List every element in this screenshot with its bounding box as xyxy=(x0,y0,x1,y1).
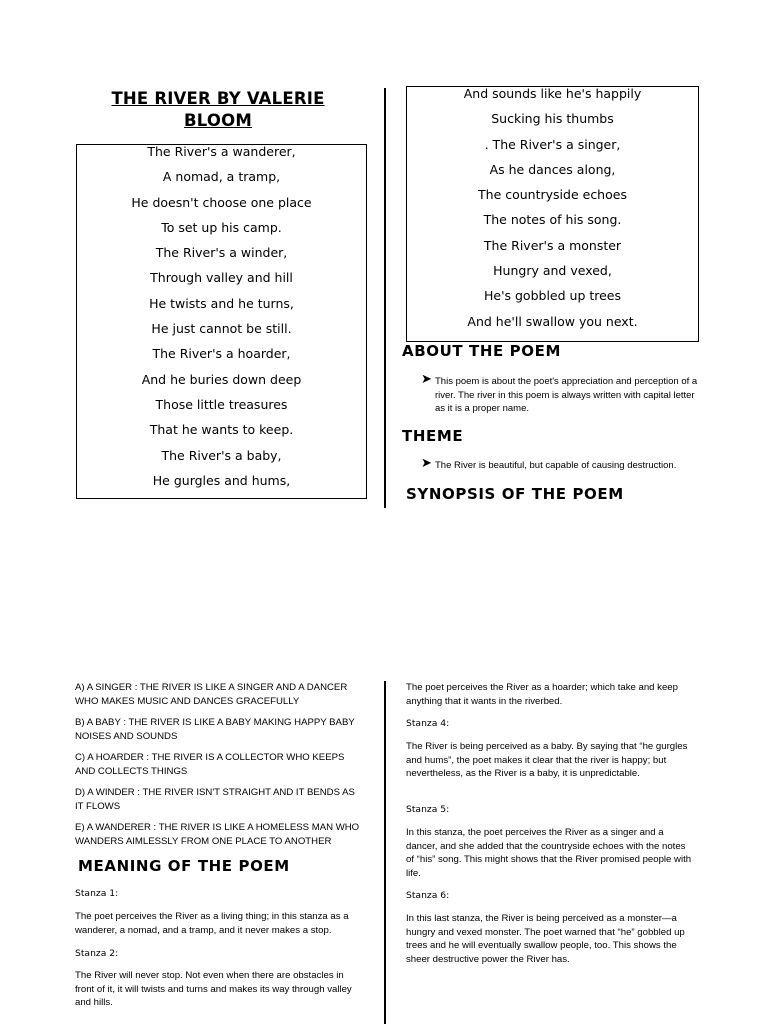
poem-line: He twists and he turns, xyxy=(149,295,294,311)
stanza6-text xyxy=(406,912,698,966)
poem-line: The notes of his song. xyxy=(483,212,622,228)
meaning-heading: MEANING OF THE POEM xyxy=(78,857,290,875)
poem-line: The River's a monster xyxy=(483,237,622,253)
stanza5-text: In this stanza, the poet perceives the River as a singer and a dancer, and she added that the countryside echoes with the notes of “his” song. This might shows that the River promised people with life. xyxy=(406,827,692,879)
poem-line: The River's a wanderer, xyxy=(147,144,296,159)
synopsis-heading: SYNOPSIS OF THE POEM xyxy=(406,485,624,503)
poem-line: He doesn't choose one place xyxy=(131,194,312,210)
poem-title: THE RIVER BY VALERIE BLOOM xyxy=(111,89,325,130)
stanza6-body: In this last stanza, the River is being perceived as a monster—a hungry and vexed monster. The poet warned that “he” gobbled up trees and he will eventually swallow people, too. This shows the sheer destructive power the River has. xyxy=(406,913,685,965)
stanza1-text: The poet perceives the River as a living thing; in this stanza as a wanderer, a nomad, and a tramp, and it never makes a stop. xyxy=(75,911,349,936)
stanza4-label: Stanza 4: xyxy=(406,718,450,729)
poem-line: He gurgles and hums, xyxy=(152,472,291,488)
column-divider-bottom xyxy=(384,681,386,1024)
theme-text: The River is beautiful, but capable of causing destruction. xyxy=(435,460,677,471)
arrow-bullet-icon: ➤ xyxy=(421,456,432,471)
poem-line: The River's a baby, xyxy=(161,447,282,463)
poem-line: Hungry and vexed, xyxy=(493,263,612,279)
theme-heading: THEME xyxy=(402,427,464,445)
column-divider-top xyxy=(384,88,386,508)
poem-line: Those little treasures xyxy=(155,396,288,412)
poem-line: . The River's a singer, xyxy=(484,136,621,152)
comparison-c: C) A HOARDER : THE RIVER IS A COLLECTOR WHO KEEPS AND COLLECTS THINGS xyxy=(75,752,345,777)
stanza4-text: The River is being perceived as a baby. By saying that “he gurgles and hums”, the poet makes it clear that the river is happy; but nevertheless, as the River is a baby, it is unpredictable. xyxy=(406,741,688,779)
poem-line: The River's a hoarder, xyxy=(152,346,291,362)
comparison-a: A) A SINGER : THE RIVER IS LIKE A SINGER AND A DANCER WHO MAKES MUSIC AND DANCES GRACEFULLY xyxy=(75,682,348,707)
poem-line: As he dances along, xyxy=(489,161,616,177)
comparison-d: D) A WINDER : THE RIVER ISN'T STRAIGHT AND IT BENDS AS IT FLOWS xyxy=(75,787,355,812)
poem-box-part2 xyxy=(406,86,699,342)
stanza5-label: Stanza 5: xyxy=(406,804,450,815)
poem-line: To set up his camp. xyxy=(161,219,282,235)
poem-line: That he wants to keep. xyxy=(149,422,294,438)
stanza3-text: The poet perceives the River as a hoarder; which take and keep anything that it wants in the riverbed. xyxy=(406,682,678,707)
comparison-e: E) A WANDERER : THE RIVER IS LIKE A HOMELESS MAN WHO WANDERS AIMLESSLY FROM ONE PLACE TO ANOTHER xyxy=(75,822,360,847)
poem-line: He just cannot be still. xyxy=(151,321,292,337)
stanza1-label: Stanza 1: xyxy=(75,888,119,899)
about-heading: ABOUT THE POEM xyxy=(402,342,562,360)
poem-line: Through valley and hill xyxy=(150,270,293,286)
poem-line: And he buries down deep xyxy=(141,371,302,387)
stanza2-label: Stanza 2: xyxy=(75,948,119,959)
poem-line: A nomad, a tramp, xyxy=(162,169,281,185)
comparison-b: B) A BABY : THE RIVER IS LIKE A BABY MAKING HAPPY BABY NOISES AND SOUNDS xyxy=(75,717,355,742)
about-text: This poem is about the poet's appreciation and perception of a river. The river in this poem is always written with capital letter as it is a proper name. xyxy=(435,376,698,414)
poem-line: Sucking his thumbs xyxy=(491,111,614,127)
stanza6-label: Stanza 6: xyxy=(406,890,450,901)
poem-line: And he'll swallow you next. xyxy=(467,313,638,329)
poem-box-part1 xyxy=(76,144,367,499)
poem-line: He's gobbled up trees xyxy=(483,288,622,304)
poem-line: The River's a winder, xyxy=(155,245,288,261)
poem-line: And sounds like he's happily xyxy=(463,86,642,101)
arrow-bullet-icon: ➤ xyxy=(421,372,432,387)
stanza2-text: The River will never stop. Not even when there are obstacles in front of it, it will twists and turns and makes its way through valley and hills. xyxy=(75,970,352,1008)
poem-line: The countryside echoes xyxy=(478,187,627,203)
